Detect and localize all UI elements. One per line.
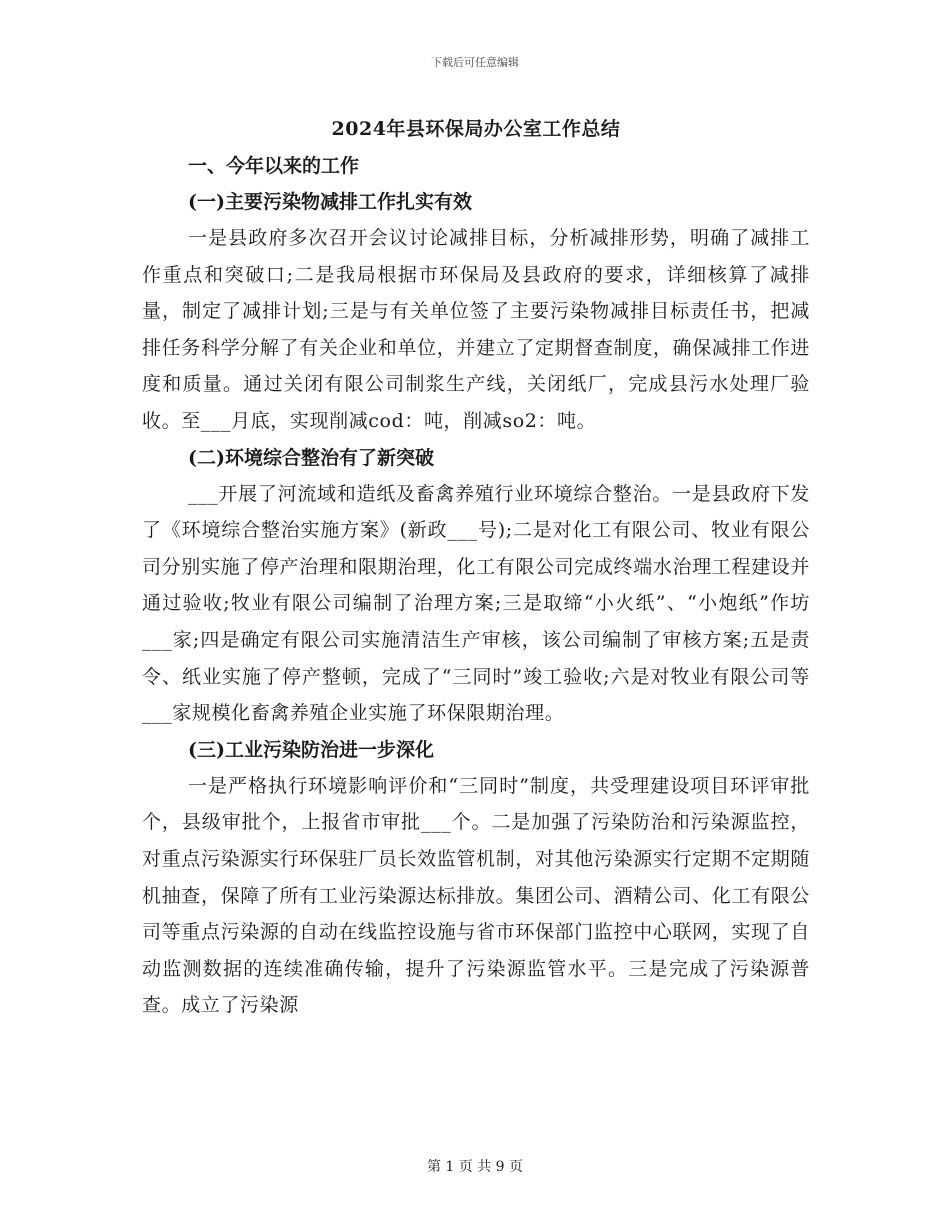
- subsection-heading-1: (一)主要污染物减排工作扎实有效: [188, 191, 472, 213]
- paragraph-3: 一是严格执行环境影响评价和“三同时”制度，共受理建设项目环评审批个，县级审批个，上报省市审批___个。二是加强了污染防治和污染源监控，对重点污染源实行环保驻厂员长效监管机制，对其他污染源实行定期不定期随机抽查，保障了所有工业污染源达标排放。集团公司、酒精公司、化工有限公司等重点污染源的自动在线监控设施与省市环保部门监控中心联网，实现了自动监测数据的连续准确传输，提升了污染源监管水平。三是完成了污染源普查。成立了污染源: [142, 774, 810, 1017]
- page-number: 第 1 页 共 9 页: [426, 1159, 524, 1175]
- subsection-heading-3: (三)工业污染防治进一步深化: [188, 738, 434, 761]
- document-title: 2024年县环保局办公室工作总结: [331, 118, 621, 140]
- paragraph-2: ___开展了河流域和造纸及畜禽养殖行业环境综合整治。一是县政府下发了《环境综合整治实施方案》(新政___号);二是对化工有限公司、牧业有限公司分别实施了停产治理和限期治理，化工有限公司完成终端水治理工程建设并通过验收;牧业有限公司编制了治理方案;三是取缔“小火纸”、“小炮纸”作坊___家;四是确定有限公司实施清洁生产审核，该公司编制了审核方案;五是责令、纸业实施了停产整顿，完成了“三同时”竣工验收;六是对牧业有限公司等___家规模化畜禽养殖企业实施了环保限期治理。: [142, 482, 810, 725]
- document-body: [142, 112, 810, 1024]
- section-heading-1: 一、今年以来的工作: [188, 155, 360, 177]
- subsection-heading-2: (二)环境综合整治有了新突破: [188, 446, 434, 469]
- page-header-note: 下载后可任意编辑: [431, 56, 519, 69]
- paragraph-1: 一是县政府多次召开会议讨论减排目标，分析减排形势，明确了减排工作重点和突破口;二是我局根据市环保局及县政府的要求，详细核算了减排量，制定了减排计划;三是与有关单位签了主要污染物减排目标责任书，把减排任务科学分解了有关企业和单位，并建立了定期督查制度，确保减排工作进度和质量。通过关闭有限公司制浆生产线，关闭纸厂，完成县污水处理厂验收。至___月底，实现削减cod：吨，削减so2：吨。: [142, 227, 810, 432]
